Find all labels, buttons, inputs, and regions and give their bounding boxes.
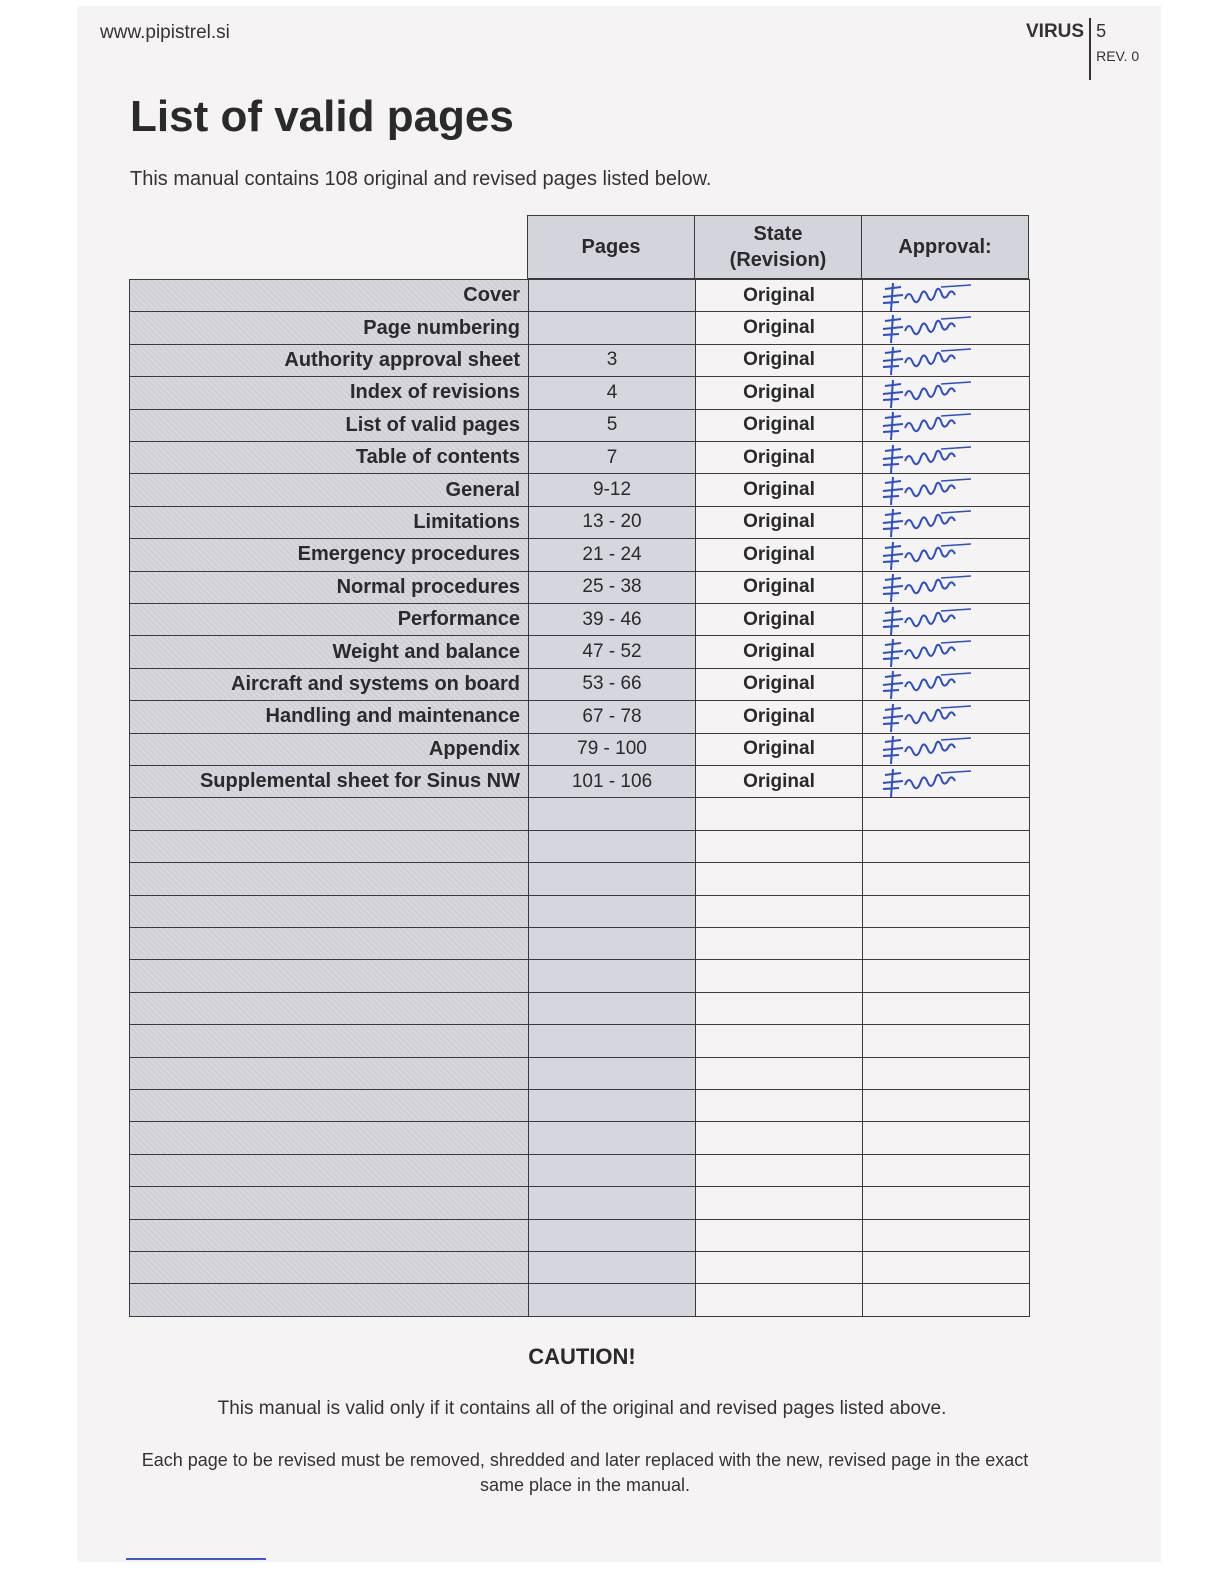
- pages-cell: 47 - 52: [528, 635, 696, 668]
- section-cell: Authority approval sheet: [129, 344, 529, 377]
- approval-cell: [862, 1186, 1030, 1219]
- approval-cell: [862, 797, 1030, 830]
- table-row: [130, 572, 1030, 604]
- state-cell: [695, 1089, 863, 1122]
- approval-cell: [862, 733, 1030, 766]
- table-row: [130, 442, 1030, 474]
- section-cell: [129, 992, 529, 1025]
- pages-cell: [528, 1283, 696, 1316]
- approval-cell: [862, 376, 1030, 409]
- approval-signature: [871, 475, 1021, 505]
- pages-cell: 67 - 78: [528, 700, 696, 733]
- approval-signature: [871, 669, 1021, 699]
- table-row: [130, 1122, 1030, 1154]
- section-cell: Weight and balance: [129, 635, 529, 668]
- table-row: [130, 1058, 1030, 1090]
- table-row: [130, 1025, 1030, 1057]
- state-cell: [695, 1154, 863, 1187]
- approval-cell: [862, 538, 1030, 571]
- page-title: List of valid pages: [130, 92, 514, 141]
- table-row: [130, 701, 1030, 733]
- model-name: VIRUS: [1026, 21, 1085, 42]
- table-row: [130, 474, 1030, 506]
- section-cell: Page numbering: [129, 311, 529, 344]
- header-approval: Approval:: [861, 215, 1029, 279]
- state-cell: [695, 1251, 863, 1284]
- approval-signature: [871, 378, 1021, 408]
- approval-cell: [862, 635, 1030, 668]
- approval-cell: [862, 1283, 1030, 1316]
- approval-signature: [871, 507, 1021, 537]
- section-cell: [129, 830, 529, 863]
- pages-cell: 53 - 66: [528, 668, 696, 701]
- state-cell: [695, 830, 863, 863]
- state-cell: Original: [695, 311, 863, 344]
- table-row: [130, 604, 1030, 636]
- section-cell: Table of contents: [129, 441, 529, 474]
- page-number: 5: [1096, 21, 1107, 41]
- table-row: [130, 1187, 1030, 1219]
- section-cell: [129, 1219, 529, 1252]
- section-cell: [129, 1121, 529, 1154]
- approval-signature: [871, 702, 1021, 732]
- pages-cell: [528, 862, 696, 895]
- pages-cell: 9-12: [528, 473, 696, 506]
- approval-cell: [862, 1024, 1030, 1057]
- table-row: [130, 896, 1030, 928]
- pages-cell: 5: [528, 409, 696, 442]
- state-cell: [695, 862, 863, 895]
- pages-cell: 7: [528, 441, 696, 474]
- revision-label: REV. 0: [1096, 48, 1140, 64]
- caution-note-replacement: Each page to be revised must be removed, shredded and later replaced with the new, revised page in the exact same place in the manual.: [141, 1450, 1029, 1495]
- approval-signature: [871, 410, 1021, 440]
- table-row: [130, 993, 1030, 1025]
- table-row: [130, 410, 1030, 442]
- table-row: [130, 280, 1030, 312]
- state-cell: [695, 895, 863, 928]
- section-cell: Normal procedures: [129, 571, 529, 604]
- approval-cell: [862, 700, 1030, 733]
- state-cell: Original: [695, 409, 863, 442]
- approval-signature: [871, 767, 1021, 797]
- table-row: [130, 798, 1030, 830]
- pages-cell: [528, 1024, 696, 1057]
- approval-cell: [862, 830, 1030, 863]
- approval-cell: [862, 862, 1030, 895]
- approval-cell: [862, 473, 1030, 506]
- table-row: [130, 377, 1030, 409]
- pages-cell: [528, 797, 696, 830]
- section-cell: [129, 959, 529, 992]
- section-cell: [129, 1057, 529, 1090]
- pages-cell: [528, 1154, 696, 1187]
- state-cell: [695, 1024, 863, 1057]
- table-row: [130, 1090, 1030, 1122]
- pages-cell: [528, 279, 696, 312]
- section-cell: Index of revisions: [129, 376, 529, 409]
- page-header: [1026, 18, 1139, 80]
- state-cell: Original: [695, 473, 863, 506]
- website-url[interactable]: www.pipistrel.si: [100, 22, 230, 43]
- table-row: [130, 766, 1030, 798]
- pages-cell: 101 - 106: [528, 765, 696, 798]
- pages-cell: 3: [528, 344, 696, 377]
- approval-signature: [871, 572, 1021, 602]
- state-cell: Original: [695, 603, 863, 636]
- approval-cell: [862, 668, 1030, 701]
- state-cell: [695, 1186, 863, 1219]
- table-row: [130, 928, 1030, 960]
- state-cell: Original: [695, 668, 863, 701]
- approval-signature: [871, 313, 1021, 343]
- table-row: [130, 960, 1030, 992]
- table-row: [130, 636, 1030, 668]
- section-cell: Handling and maintenance: [129, 700, 529, 733]
- approval-cell: [862, 1121, 1030, 1154]
- state-cell: Original: [695, 506, 863, 539]
- pages-cell: 79 - 100: [528, 733, 696, 766]
- pages-cell: 4: [528, 376, 696, 409]
- state-cell: Original: [695, 635, 863, 668]
- state-cell: [695, 1219, 863, 1252]
- section-cell: Supplemental sheet for Sinus NW: [129, 765, 529, 798]
- approval-signature: [871, 637, 1021, 667]
- header-pages: Pages: [527, 215, 695, 279]
- section-cell: Emergency procedures: [129, 538, 529, 571]
- header-state: State (Revision): [694, 215, 862, 279]
- pages-cell: 39 - 46: [528, 603, 696, 636]
- approval-cell: [862, 1251, 1030, 1284]
- approval-signature: [871, 345, 1021, 375]
- pages-cell: 13 - 20: [528, 506, 696, 539]
- state-cell: Original: [695, 700, 863, 733]
- table-row: [130, 669, 1030, 701]
- pages-cell: 21 - 24: [528, 538, 696, 571]
- pages-cell: [528, 1057, 696, 1090]
- section-cell: [129, 1154, 529, 1187]
- approval-signature: [871, 281, 1021, 311]
- state-cell: Original: [695, 765, 863, 798]
- section-cell: [129, 927, 529, 960]
- footer-line: [126, 1558, 266, 1560]
- state-cell: Original: [695, 376, 863, 409]
- pages-cell: [528, 830, 696, 863]
- pages-cell: [528, 927, 696, 960]
- approval-cell: [862, 895, 1030, 928]
- section-cell: [129, 797, 529, 830]
- pages-cell: 25 - 38: [528, 571, 696, 604]
- approval-cell: [862, 441, 1030, 474]
- pages-cell: [528, 1186, 696, 1219]
- approval-cell: [862, 409, 1030, 442]
- table-row: [130, 1284, 1030, 1316]
- state-cell: [695, 1283, 863, 1316]
- approval-cell: [862, 571, 1030, 604]
- section-cell: [129, 895, 529, 928]
- state-cell: Original: [695, 344, 863, 377]
- state-cell: [695, 992, 863, 1025]
- approval-cell: [862, 344, 1030, 377]
- approval-cell: [862, 992, 1030, 1025]
- section-cell: Aircraft and systems on board: [129, 668, 529, 701]
- table-row: [130, 863, 1030, 895]
- table-row: [130, 734, 1030, 766]
- state-cell: Original: [695, 279, 863, 312]
- valid-pages-table: [130, 216, 1032, 1318]
- section-cell: [129, 1283, 529, 1316]
- table-row: [130, 1220, 1030, 1252]
- section-cell: Cover: [129, 279, 529, 312]
- pages-cell: [528, 895, 696, 928]
- section-cell: [129, 1089, 529, 1122]
- table-row: [130, 831, 1030, 863]
- table-row: [130, 507, 1030, 539]
- table-row: [130, 1155, 1030, 1187]
- table-row: [130, 539, 1030, 571]
- pages-cell: [528, 992, 696, 1025]
- pages-cell: [528, 1251, 696, 1284]
- pages-cell: [528, 311, 696, 344]
- state-cell: [695, 1121, 863, 1154]
- intro-text: This manual contains 108 original and revised pages listed below.: [130, 168, 712, 190]
- approval-cell: [862, 927, 1030, 960]
- section-cell: List of valid pages: [129, 409, 529, 442]
- section-cell: [129, 1186, 529, 1219]
- approval-cell: [862, 1089, 1030, 1122]
- table-row: [130, 345, 1030, 377]
- approval-cell: [862, 603, 1030, 636]
- state-cell: Original: [695, 733, 863, 766]
- state-cell: Original: [695, 571, 863, 604]
- approval-cell: [862, 765, 1030, 798]
- pages-cell: [528, 1219, 696, 1252]
- approval-cell: [862, 1154, 1030, 1187]
- section-cell: Limitations: [129, 506, 529, 539]
- approval-signature: [871, 734, 1021, 764]
- approval-signature: [871, 443, 1021, 473]
- approval-cell: [862, 1219, 1030, 1252]
- approval-cell: [862, 506, 1030, 539]
- state-cell: Original: [695, 538, 863, 571]
- section-cell: Performance: [129, 603, 529, 636]
- pages-cell: [528, 1089, 696, 1122]
- approval-cell: [862, 279, 1030, 312]
- approval-cell: [862, 1057, 1030, 1090]
- section-cell: [129, 1251, 529, 1284]
- caution-title: CAUTION!: [528, 1344, 636, 1369]
- section-cell: [129, 862, 529, 895]
- section-cell: General: [129, 473, 529, 506]
- table-row: [130, 1252, 1030, 1284]
- approval-signature: [871, 540, 1021, 570]
- pages-cell: [528, 959, 696, 992]
- state-cell: [695, 797, 863, 830]
- pages-cell: [528, 1121, 696, 1154]
- state-cell: [695, 959, 863, 992]
- state-cell: [695, 927, 863, 960]
- section-cell: [129, 1024, 529, 1057]
- section-cell: Appendix: [129, 733, 529, 766]
- page-info: [1089, 18, 1139, 80]
- state-cell: Original: [695, 441, 863, 474]
- approval-cell: [862, 311, 1030, 344]
- approval-signature: [871, 605, 1021, 635]
- table-row: [130, 312, 1030, 344]
- table-header: [528, 216, 1029, 280]
- approval-cell: [862, 959, 1030, 992]
- state-cell: [695, 1057, 863, 1090]
- caution-note-validity: This manual is valid only if it contains all of the original and revised pages listed above.: [217, 1398, 947, 1419]
